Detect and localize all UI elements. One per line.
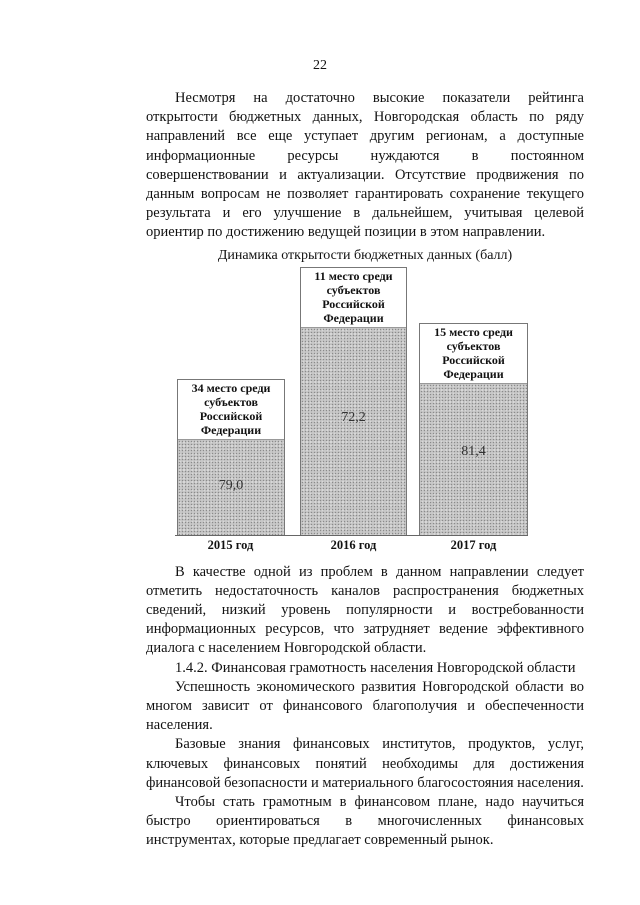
page-number: 22 bbox=[313, 58, 327, 73]
bar-2017 bbox=[419, 323, 528, 536]
paragraph-text: Успешность экономического развития Новгородской области во многом зависит от финансового благополучия и обеспеченности населения. bbox=[146, 678, 584, 734]
x-tick-label: 2015 год bbox=[207, 537, 254, 552]
bar-2016 bbox=[300, 267, 407, 536]
paragraph-text: В качестве одной из проблем в данном направлении следует отметить недостаточность каналов распространения бюджетных сведений, низкий уровень популярности и востребованности информационных ресурсов, что затрудняет ведение эффективного диалога с населением Новгородской области. bbox=[146, 563, 584, 657]
x-tick-label: 2016 год bbox=[330, 537, 377, 552]
bar-fill bbox=[178, 440, 284, 535]
paragraph-text: Несмотря на достаточно высокие показатели рейтинга открытости бюджетных данных, Новгородская область по ряду направлений все еще уступает другим регионам, а доступные информационные ресурсы нуждаются в постоянном совершенствовании и актуализации. Отсутствие продвижения по данным вопросам не позволяет гарантировать сохранение текущего результата и его улучшение в дальнейшем, учитывая целевой ориентир по достижению ведущей позиции в этом направлении. bbox=[146, 90, 584, 241]
paragraph-text: Чтобы стать грамотным в финансовом плане, надо научиться быстро ориентироваться в многочисленных финансовых инструментах, которые предлагает современный рынок. bbox=[146, 794, 584, 849]
x-tick-label: 2017 год bbox=[450, 537, 497, 552]
bar-annotation: 15 место среди субъектов Российской Федерации bbox=[420, 324, 527, 384]
bar-value-label: 72,2 bbox=[341, 410, 366, 426]
paragraph-text: Базовые знания финансовых институтов, продуктов, услуг, ключевых финансовых понятий необходимы для достижения финансовой безопасности и материального благосостояния населения. bbox=[146, 736, 584, 791]
paragraph bbox=[146, 563, 584, 659]
bar-fill bbox=[301, 328, 406, 535]
x-axis bbox=[175, 535, 528, 536]
paragraph bbox=[146, 793, 584, 851]
section-heading bbox=[146, 659, 584, 678]
paragraph bbox=[146, 735, 584, 793]
page-body bbox=[146, 89, 584, 851]
bar-chart bbox=[146, 247, 584, 559]
bar-annotation: 11 место среди субъектов Российской Федерации bbox=[301, 268, 406, 328]
paragraph bbox=[146, 678, 584, 736]
bar-value-label: 81,4 bbox=[461, 444, 486, 460]
bar-value-label: 79,0 bbox=[218, 477, 244, 493]
chart-title: Динамика открытости бюджетных данных (балл) bbox=[217, 247, 513, 263]
bar-2015 bbox=[177, 379, 285, 536]
heading-text: 1.4.2. Финансовая грамотность населения Новгородской области bbox=[175, 659, 576, 676]
paragraph bbox=[146, 89, 584, 243]
bar-fill bbox=[420, 384, 527, 535]
bar-annotation: 34 место среди субъектов Российской Федерации bbox=[178, 380, 284, 440]
